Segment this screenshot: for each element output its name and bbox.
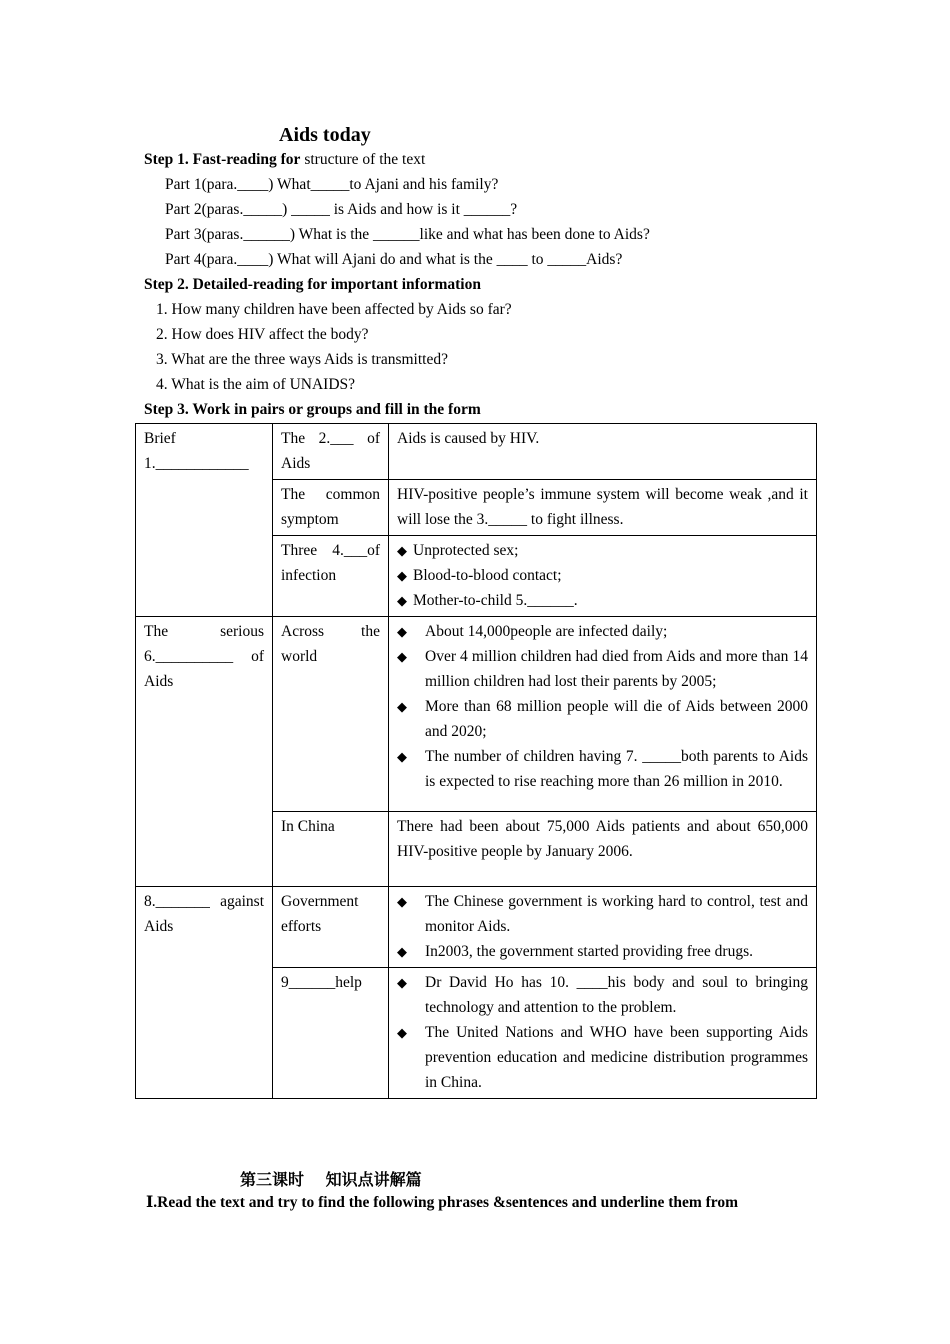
- content-cell-across-world: [389, 617, 817, 812]
- group-cell-brief: [136, 424, 273, 617]
- content-cell-symptom: HIV-positive people’s immune system will become weak ,and it will lose the 3._____ to fight illness.: [389, 480, 817, 536]
- step2-question-3: 3. What are the three ways Aids is transmitted?: [156, 351, 448, 368]
- step1-part-1: Part 1(para.____) What_____to Ajani and his family?: [165, 176, 499, 193]
- table-row: [136, 424, 817, 480]
- page-title: Aids today: [279, 124, 371, 146]
- diamond-bullet-icon: ◆: [397, 749, 407, 764]
- list-item-text: About 14,000people are infected daily;: [425, 623, 668, 640]
- step1-part-4: Part 4(para.____) What will Ajani do and what is the ____ to _____Aids?: [165, 251, 623, 268]
- sub-cell-china: In China: [273, 812, 389, 887]
- table-row: [136, 617, 817, 812]
- list-item: [397, 619, 808, 644]
- list-item: [397, 694, 808, 744]
- step2-question-4: 4. What is the aim of UNAIDS?: [156, 376, 356, 393]
- fill-in-form-table: [135, 423, 817, 1099]
- list-item: [397, 563, 808, 588]
- group-cell-serious: The serious 6.__________ of Aids: [136, 617, 273, 887]
- content-cell-infection: [389, 536, 817, 617]
- list-item: [397, 939, 808, 964]
- sub-cell-help: 9______help: [273, 968, 389, 1099]
- step2-question-1: 1. How many children have been affected by Aids so far?: [156, 301, 512, 318]
- sub-cell-infection: Three 4.___of infection: [273, 536, 389, 617]
- step1-part-2: Part 2(paras._____) _____ is Aids and how is it ______?: [165, 201, 518, 218]
- list-item-text: Dr David Ho has 10. ____his body and soul to bringing technology and attention to the problem.: [425, 974, 808, 1016]
- diamond-bullet-icon: ◆: [397, 894, 407, 909]
- content-cell-china: There had been about 75,000 Aids patients and about 650,000 HIV-positive people by January 2006.: [389, 812, 817, 887]
- group-label-brief: Brief: [144, 430, 176, 447]
- section-1-heading: Ⅰ.Read the text and try to find the following phrases &sentences and underline them from: [146, 1194, 739, 1211]
- list-item-text: Blood-to-blood contact;: [413, 567, 562, 584]
- step1-part-3: Part 3(paras.______) What is the ______like and what has been done to Aids?: [165, 226, 650, 243]
- list-item-text: Mother-to-child 5.______.: [413, 592, 578, 609]
- list-item-text: The number of children having 7. _____both parents to Aids is expected to rise reaching more than 26 million in 2010.: [425, 748, 808, 790]
- sub-cell-government: Government efforts: [273, 887, 389, 968]
- sub-cell-across-world: Across the world: [273, 617, 389, 812]
- list-item-text: In2003, the government started providing free drugs.: [425, 943, 753, 960]
- list-item-text: Over 4 million children had died from Aids and more than 14 million children had lost their parents by 2005;: [425, 648, 808, 690]
- blank-1: 1.____________: [144, 455, 249, 472]
- step1-heading: [144, 151, 425, 169]
- content-cell-help: [389, 968, 817, 1099]
- group-cell-against: 8._______ against Aids: [136, 887, 273, 1099]
- diamond-bullet-icon: ◆: [397, 543, 407, 558]
- step2-question-2: 2. How does HIV affect the body?: [156, 326, 369, 343]
- list-item: [397, 744, 808, 794]
- diamond-bullet-icon: ◆: [397, 649, 407, 664]
- step3-heading: Step 3. Work in pairs or groups and fill in the form: [144, 401, 481, 418]
- content-cell-government: [389, 887, 817, 968]
- table-row: [136, 887, 817, 968]
- step2-heading: Step 2. Detailed-reading for important information: [144, 276, 481, 293]
- step1-heading-rest: structure of the text: [300, 151, 426, 168]
- list-item: [397, 538, 808, 563]
- list-item: [397, 1020, 808, 1095]
- diamond-bullet-icon: ◆: [397, 593, 407, 608]
- list-item-text: The United Nations and WHO have been supporting Aids prevention education and medicine distribution programmes in China.: [425, 1024, 808, 1091]
- diamond-bullet-icon: ◆: [397, 975, 407, 990]
- sub-cell-symptom: The common symptom: [273, 480, 389, 536]
- diamond-bullet-icon: ◆: [397, 1025, 407, 1040]
- content-cell-cause: Aids is caused by HIV.: [389, 424, 817, 480]
- step1-heading-bold: Step 1. Fast-reading for: [144, 151, 301, 168]
- diamond-bullet-icon: ◆: [397, 699, 407, 714]
- diamond-bullet-icon: ◆: [397, 624, 407, 639]
- list-item-text: Unprotected sex;: [413, 542, 519, 559]
- list-item: [397, 889, 808, 939]
- diamond-bullet-icon: ◆: [397, 568, 407, 583]
- list-item-text: The Chinese government is working hard to control, test and monitor Aids.: [425, 893, 808, 935]
- sub-cell-cause: The 2.___ of Aids: [273, 424, 389, 480]
- list-item: [397, 588, 808, 613]
- lesson-heading: 第三课时 知识点讲解篇: [240, 1170, 422, 1189]
- diamond-bullet-icon: ◆: [397, 944, 407, 959]
- list-item: [397, 644, 808, 694]
- list-item: [397, 970, 808, 1020]
- list-item-text: More than 68 million people will die of Aids between 2000 and 2020;: [425, 698, 808, 740]
